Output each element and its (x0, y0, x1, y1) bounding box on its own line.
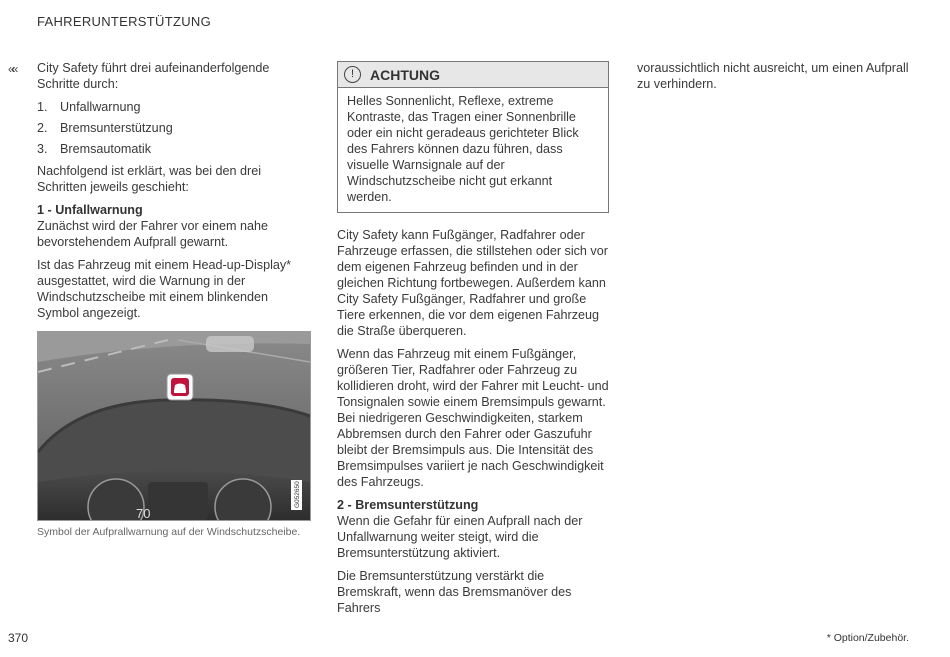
step-number: 1. (37, 100, 48, 114)
explain-text: Nachfolgend ist erklärt, was bei den drei Schritten jeweils geschieht: (37, 164, 262, 194)
paragraph: voraussichtlich nicht ausreicht, um einen Aufprall zu verhindern. (637, 61, 909, 91)
warning-box (337, 61, 609, 213)
list-item (37, 99, 309, 115)
figure-caption: Symbol der Aufprallwarnung auf der Windschutzscheibe. (37, 526, 301, 538)
step-number: 3. (37, 142, 48, 156)
warning-title: ACHTUNG (370, 66, 440, 83)
page-number: 370 (8, 631, 29, 645)
hud-illustration (37, 331, 311, 521)
steps-list (37, 99, 309, 157)
page-header-title: FAHRERUNTERSTÜTZUNG (37, 14, 211, 29)
step1-heading: 1 - Unfallwarnung (37, 203, 143, 217)
column-1 (37, 60, 309, 539)
column-2 (337, 61, 609, 623)
step-label: Bremsunterstützung (60, 121, 173, 135)
paragraph: City Safety kann Fußgänger, Radfahrer oder Fahrzeuge erfassen, die stillstehen oder sich vor dem eigenen Fahrzeug befinden und in der gleichen Richtung fortbewegen. Außerdem kann City Safety Fußgänger, Radfahrer und große Tiere erkennen, die vor dem eigenen Fahrzeug die Straße überqueren. (337, 228, 608, 338)
step2-text: Wenn die Gefahr für einen Aufprall nach der Unfallwarnung weiter steigt, wird die Bremsunterstützung aktiviert. (337, 514, 583, 560)
list-item (37, 120, 309, 136)
warning-icon: ! (344, 66, 361, 83)
paragraph: Wenn das Fahrzeug mit einem Fußgänger, größeren Tier, Radfahrer oder Fahrzeug zu kollidieren droht, wird der Fahrer mit Leucht- und Tonsignalen sowie einem Bremsimpuls gewarnt. Bei niedrigeren Geschwindigkeiten, starkem Abbremsen durch den Fahrer oder Gaszufuhr bleibt der Bremsimpuls aus. Die Intensität des Bremsimpulses variiert je nach Geschwindigkeit des Fahrzeugs. (337, 347, 609, 489)
dashboard-illustration (38, 332, 310, 520)
hud-text: Ist das Fahrzeug mit einem Head-up-Display* ausgestattet, wird die Warnung in der Windschutzscheibe mit einem blinkenden Symbol angezeigt. (37, 258, 292, 320)
back-chevron-icon[interactable]: «« (8, 62, 16, 76)
warning-header (338, 62, 608, 88)
figure-code: G052650 (294, 481, 301, 508)
step-label: Unfallwarnung (60, 100, 141, 114)
step-label: Bremsautomatik (60, 142, 151, 156)
paragraph: Die Bremsunterstützung verstärkt die Bremskraft, wenn das Bremsmanöver des Fahrers (337, 569, 572, 615)
step-number: 2. (37, 121, 48, 135)
intro-text: City Safety führt drei aufeinanderfolgende Schritte durch: (37, 61, 270, 91)
speed-readout: 70 (136, 506, 151, 520)
warning-text: Helles Sonnenlicht, Reflexe, extreme Kontraste, das Tragen einer Sonnenbrille oder ein nicht geradeaus gerichteter Blick des Fahrers können dazu führen, dass visuelle Warnsignale auf der Windschutzscheibe nicht gut erkannt werden. (347, 94, 579, 204)
footnote: * Option/Zubehör. (826, 632, 909, 644)
list-item (37, 141, 309, 157)
step2-heading: 2 - Bremsunterstützung (337, 498, 479, 512)
step1-text: Zunächst wird der Fahrer vor einem nahe bevorstehendem Aufprall gewarnt. (37, 219, 268, 249)
column-3 (637, 60, 909, 99)
